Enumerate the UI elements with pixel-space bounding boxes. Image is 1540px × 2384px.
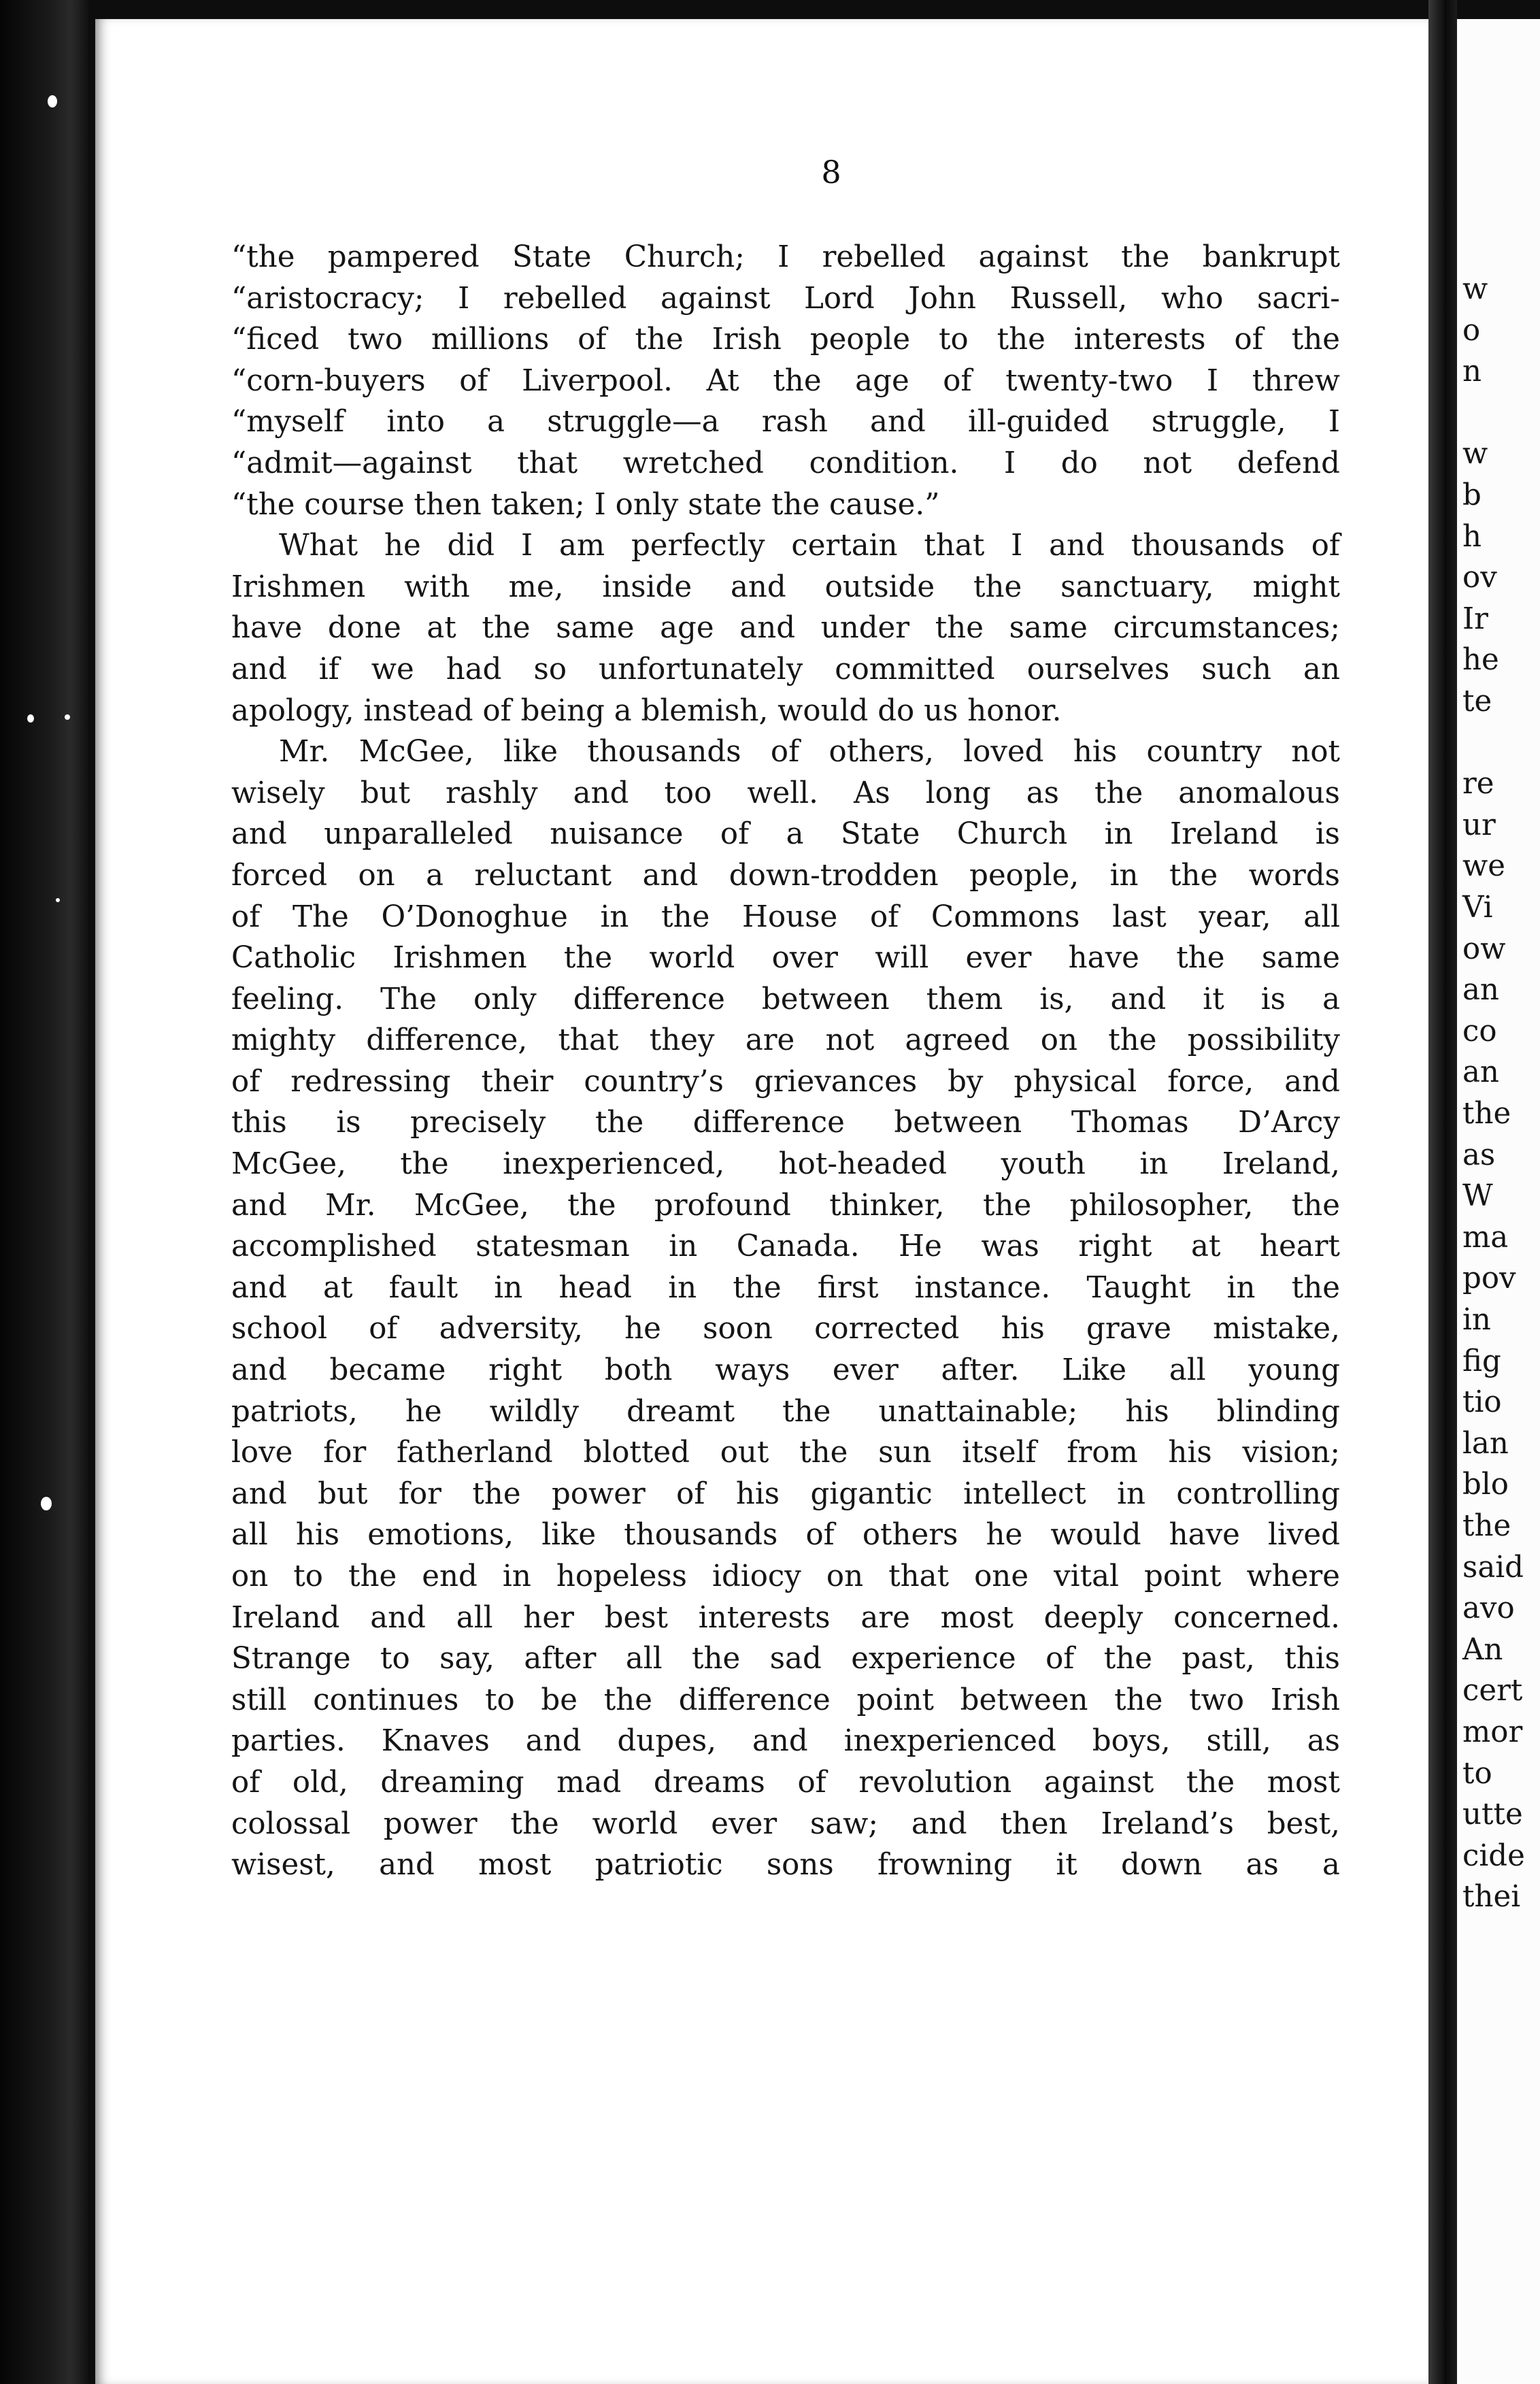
facing-page-fragment: co xyxy=(1462,1014,1497,1048)
facing-page-fragment: cert xyxy=(1462,1674,1523,1708)
facing-page-fragment: w xyxy=(1462,437,1488,471)
text-line: parties. Knaves and dupes, and inexperienced boys, still, as xyxy=(231,1724,1340,1759)
facing-page-fragment: thei xyxy=(1462,1880,1521,1915)
facing-page-fragment: b xyxy=(1462,478,1482,512)
facing-page-fragment: pov xyxy=(1462,1261,1516,1296)
text-line: Strange to say, after all the sad experience of the past, this xyxy=(231,1642,1340,1676)
text-line: of old, dreaming mad dreams of revolution against the most xyxy=(231,1765,1340,1800)
facing-page-fragment: we xyxy=(1462,849,1505,884)
facing-page-fragment: avo xyxy=(1462,1591,1515,1626)
text-line: accomplished statesman in Canada. He was right at heart xyxy=(231,1229,1340,1264)
facing-page-fragment: o xyxy=(1462,313,1481,348)
facing-page-fragment: an xyxy=(1462,973,1499,1008)
facing-page-edge xyxy=(1457,19,1540,2384)
text-line: “the pampered State Church; I rebelled against the bankrupt xyxy=(231,240,1340,274)
facing-page-fragment: in xyxy=(1462,1303,1491,1337)
facing-page-fragment: to xyxy=(1462,1756,1492,1791)
text-line: patriots, he wildly dreamt the unattainable; his blinding xyxy=(231,1394,1340,1429)
facing-page-fragment: tio xyxy=(1462,1385,1502,1420)
binding-edge xyxy=(0,0,88,2384)
facing-page-fragment: te xyxy=(1462,684,1492,718)
facing-page-fragment: the xyxy=(1462,1097,1511,1131)
text-line: Irishmen with me, inside and outside the sanctuary, might xyxy=(231,569,1340,604)
text-line: Catholic Irishmen the world over will ever have the same xyxy=(231,941,1340,976)
text-line: “the course then taken; I only state the cause.” xyxy=(231,487,940,522)
text-line: of The O’Donoghue in the House of Commons last year, all xyxy=(231,899,1340,934)
text-line: on to the end in hopeless idiocy on that one vital point where xyxy=(231,1559,1340,1593)
facing-page-fragment: as xyxy=(1462,1138,1496,1172)
facing-page-fragment: said xyxy=(1462,1550,1524,1585)
text-line: still continues to be the difference point between the two Irish xyxy=(231,1683,1340,1717)
facing-page-fragment: re xyxy=(1462,767,1494,801)
text-line: What he did I am perfectly certain that I and thousands of xyxy=(279,529,1340,563)
facing-page-fragment: utte xyxy=(1462,1798,1523,1832)
facing-page-fragment: ov xyxy=(1462,561,1497,595)
text-line: “corn-buyers of Liverpool. At the age of twenty-two I threw xyxy=(231,363,1340,398)
facing-page-fragment: Ir xyxy=(1462,601,1488,636)
text-line: McGee, the inexperienced, hot-headed youth in Ireland, xyxy=(231,1147,1340,1182)
text-line: of redressing their country’s grievances by physical force, and xyxy=(231,1064,1340,1099)
text-line: forced on a reluctant and down-trodden people, in the words xyxy=(231,858,1340,893)
text-line: and at fault in head in the first instance. Taught in the xyxy=(231,1270,1340,1305)
text-line: and Mr. McGee, the profound thinker, the philosopher, the xyxy=(231,1188,1340,1223)
text-line: “admit—against that wretched condition. I do not defend xyxy=(231,446,1340,480)
facing-page-fragment: cide xyxy=(1462,1838,1525,1873)
facing-page-fragment: fig xyxy=(1462,1344,1501,1378)
text-line: have done at the same age and under the same circumstances; xyxy=(231,611,1340,646)
body-text xyxy=(231,237,1340,1886)
facing-page-fragment: An xyxy=(1462,1632,1503,1667)
text-line: Ireland and all her best interests are most deeply concerned. xyxy=(231,1600,1340,1635)
facing-page-fragment: h xyxy=(1462,519,1482,554)
text-line: mighty difference, that they are not agreed on the possibility xyxy=(231,1023,1340,1058)
text-line: “ficed two millions of the Irish people to the interests of the xyxy=(231,322,1340,357)
text-line: and became right both ways ever after. Like all young xyxy=(231,1353,1340,1388)
text-line: and but for the power of his gigantic intellect in controlling xyxy=(231,1476,1340,1511)
facing-page-fragment: an xyxy=(1462,1055,1499,1090)
text-line: wisest, and most patriotic sons frowning it down as a xyxy=(231,1848,1340,1883)
text-line: all his emotions, like thousands of others he would have lived xyxy=(231,1518,1340,1553)
facing-page-fragment: Vi xyxy=(1462,891,1493,925)
text-line: colossal power the world ever saw; and then Ireland’s best, xyxy=(231,1806,1340,1841)
text-line: this is precisely the difference between Thomas D’Arcy xyxy=(231,1106,1340,1140)
text-line: school of adversity, he soon corrected his grave mistake, xyxy=(231,1312,1340,1346)
facing-page-fragment: lan xyxy=(1462,1426,1509,1461)
text-line: feeling. The only difference between them is, and it is a xyxy=(231,982,1340,1016)
text-line: love for fatherland blotted out the sun itself from his vision; xyxy=(231,1436,1340,1470)
facing-page-fragment: n xyxy=(1462,354,1482,389)
facing-page-fragment: ur xyxy=(1462,808,1496,842)
text-line: and unparalleled nuisance of a State Church in Ireland is xyxy=(231,817,1340,852)
text-line: apology, instead of being a blemish, would do us honor. xyxy=(231,693,1062,728)
facing-page-fragment: the xyxy=(1462,1509,1511,1543)
text-line: “myself into a struggle—a rash and ill-guided struggle, I xyxy=(231,405,1340,440)
facing-page-fragment: ow xyxy=(1462,931,1506,966)
text-line: “aristocracy; I rebelled against Lord John Russell, who sacri- xyxy=(231,281,1340,316)
facing-page-fragment: W xyxy=(1462,1179,1493,1214)
page-gutter xyxy=(1428,0,1457,2384)
page-number: 8 xyxy=(821,154,841,191)
facing-page-fragment: w xyxy=(1462,272,1488,306)
facing-page-fragment: blo xyxy=(1462,1468,1509,1502)
text-line: and if we had so unfortunately committed ourselves such an xyxy=(231,652,1340,686)
facing-page-fragment: he xyxy=(1462,643,1499,678)
text-line: Mr. McGee, like thousands of others, loved his country not xyxy=(279,735,1340,769)
facing-page-fragment: ma xyxy=(1462,1220,1509,1255)
facing-page-fragment: mor xyxy=(1462,1715,1523,1749)
text-line: wisely but rashly and too well. As long as the anomalous xyxy=(231,776,1340,810)
